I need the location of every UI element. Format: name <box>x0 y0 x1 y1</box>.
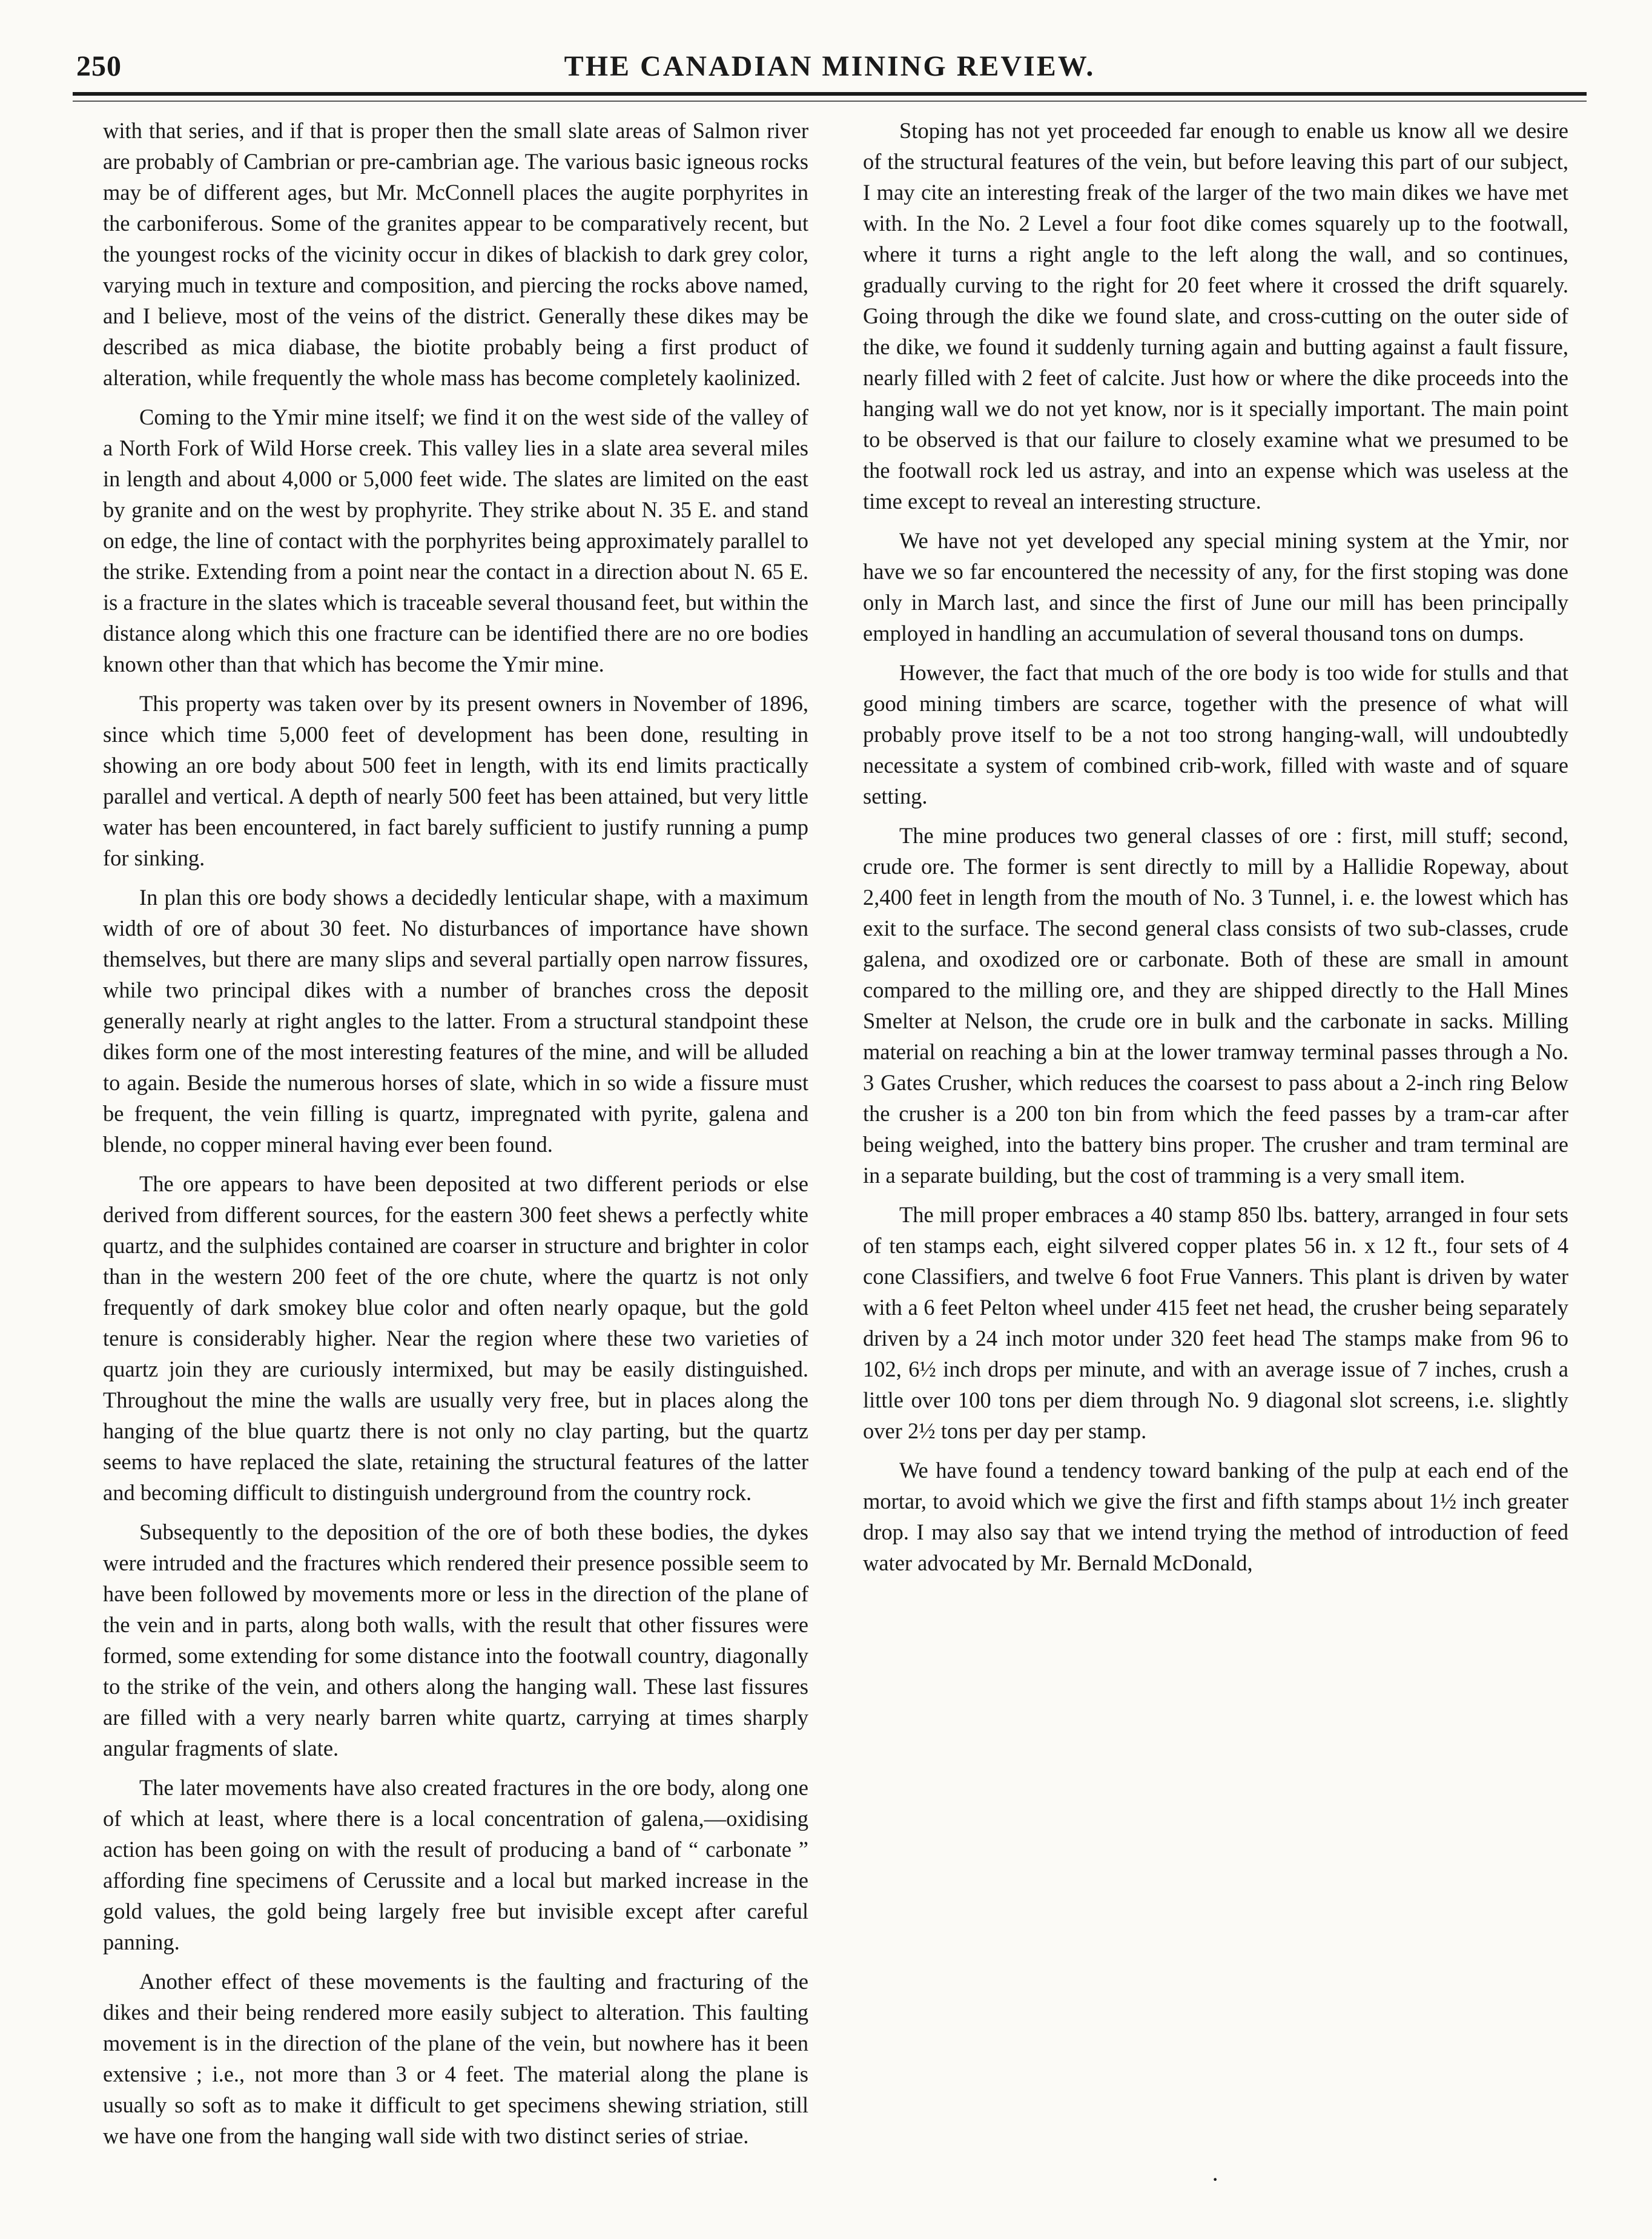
header-rule-thin <box>73 101 1587 102</box>
paragraph: We have not yet developed any special mining system at the Ymir, nor have we so far encountered the necessity of any, for the first stoping was done only in March last, and since the first of June our mill has been principally employed in handling an accumulation of several thousand tons on dumps. <box>863 528 1568 646</box>
paragraph: with that series, and if that is proper then the small slate areas of Salmon river are probably of Cambrian or pre-cambrian age. The various basic igneous rocks may be of different ages, but Mr. McConnell places the augite porphyrites in the carboniferous. Some of the granites appear to be comparatively recent, but the youngest rocks of the vicinity occur in dikes of blackish to dark grey color, varying much in texture and composition, and piercing the rocks above named, and I believe, most of the veins of the district. Generally these dikes may be described as mica diabase, the biotite probably being a first product of alteration, while frequently the whole mass has become completely kaolinized. <box>103 118 808 390</box>
paragraph: This property was taken over by its present owners in November of 1896, since which time 5,000 feet of development has been done, resulting in showing an ore body about 500 feet in length, with its end limits practically parallel and vertical. A depth of nearly 500 feet has been attained, but very little water has been encountered, in fact barely sufficient to justify running a pump for sinking. <box>103 691 808 870</box>
paragraph: However, the fact that much of the ore body is too wide for stulls and that good mining timbers are scarce, together with the presence of what will probably prove itself to be a not too strong hanging-wall, will undoubtedly necessitate a system of combined crib-work, filled with waste and of square setting. <box>863 660 1568 809</box>
paragraph: Subsequently to the deposition of the ore of both these bodies, the dykes were intruded and the fractures which rendered their presence possible seem to have been followed by movements more or less in the direction of the plane of the vein and in parts, along both walls, with the result that other fissures were formed, some extending for some distance into the footwall country, diagonally to the strike of the vein, and others along the hanging wall. These last fissures are filled with a very nearly barren white quartz, carrying at times sharply angular fragments of slate. <box>103 1520 808 1761</box>
paragraph: In plan this ore body shows a decidedly lenticular shape, with a maximum width of ore of about 30 feet. No disturbances of importance have shown themselves, but there are many slips and several partially open narrow fissures, while two principal dikes with a number of branches cross the deposit generally nearly at right angles to the latter. From a structural standpoint these dikes form one of the most interesting features of the mine, and will be alluded to again. Beside the numerous horses of slate, which in so wide a fissure must be frequent, the vein filling is quartz, impregnated with pyrite, galena and blende, no copper mineral having ever been found. <box>103 885 808 1157</box>
paragraph: The mill proper embraces a 40 stamp 850 lbs. battery, arranged in four sets of ten stamps each, eight silvered copper plates 56 in. x 12 ft., four sets of 4 cone Classifiers, and twelve 6 foot Frue Vanners. This plant is driven by water with a 6 feet Pelton wheel under 415 feet net head, the crusher being separately driven by a 24 inch motor under 320 feet head The stamps make from 96 to 102, 6½ inch drops per minute, and with an average issue of 7 inches, crush a little over 100 tons per diem through No. 9 diagonal slot screens, i.e. slightly over 2½ tons per day per stamp. <box>863 1202 1568 1443</box>
paragraph: Coming to the Ymir mine itself; we find it on the west side of the valley of a North Fork of Wild Horse creek. This valley lies in a slate area several miles in length and about 4,000 or 5,000 feet wide. The slates are limited on the east by granite and on the west by prophyrite. They strike about N. 35 E. and stand on edge, the line of contact with the porphyrites being approximately parallel to the strike. Extending from a point near the contact in a direction about N. 65 E. is a fracture in the slates which is traceable several thousand feet, but within the distance along which this one fracture can be identified there are no ore bodies known other than that which has become the Ymir mine. <box>103 405 808 676</box>
paragraph: We have found a tendency toward banking of the pulp at each end of the mortar, to avoid which we give the first and fifth stamps about 1½ inch greater drop. I may also say that we intend trying the method of introduction of feed water advocated by Mr. Bernald McDonald, <box>863 1458 1568 1575</box>
paragraph: The mine produces two general classes of ore : first, mill stuff; second, crude ore. The former is sent directly to mill by a Hallidie Ropeway, about 2,400 feet in length from the mouth of No. 3 Tunnel, i. e. the lowest which has exit to the surface. The second general class consists of two sub-classes, crude galena, and oxodized ore or carbonate. Both of these are small in amount compared to the milling ore, and they are shipped directly to the Hall Mines Smelter at Nelson, the crude ore in bulk and the carbonate in sacks. Milling material on reaching a bin at the lower tramway terminal passes through a No. 3 Gates Crusher, which reduces the coarsest to pass about a 2-inch ring Below the crusher is a 200 ton bin from which the feed passes by a tram-car after being weighed, into the battery bins proper. The crusher and tram terminal are in a separate building, but the cost of tramming is a very small item. <box>863 823 1568 1188</box>
paragraph: The ore appears to have been deposited at two different periods or else derived from different sources, for the eastern 300 feet shews a perfectly white quartz, and the sulphides contained are coarser in structure and brighter in color than in the western 200 feet of the ore chute, where the quartz is not only frequently of dark smokey blue color and often nearly opaque, but the gold tenure is considerably higher. Near the region where these two varieties of quartz join they are curiously intermixed, but may be easily distinguished. Throughout the mine the walls are usually very free, but in places along the hanging of the blue quartz there is not only no clay parting, but the quartz seems to have replaced the slate, retaining the structural features of the latter and becoming difficult to distinguish underground from the country rock. <box>103 1171 808 1505</box>
paragraph: Another effect of these movements is the faulting and fracturing of the dikes and their being rendered more easily subject to alteration. This faulting movement is in the direction of the plane of the vein, but nowhere has it been extensive ; i.e., not more than 3 or 4 feet. The material along the plane is usually so soft as to make it difficult to get specimens shewing striation, still we have one from the hanging wall side with two distinct series of striae. <box>103 1969 808 2148</box>
print-speck: · <box>1211 2166 1220 2193</box>
article-body <box>103 115 1568 2162</box>
page-number: 250 <box>76 50 122 82</box>
header-rule <box>73 92 1587 96</box>
paragraph: Stoping has not yet proceeded far enough to enable us know all we desire of the structural features of the vein, but before leaving this part of our subject, I may cite an interesting freak of the larger of the two main dikes we have met with. In the No. 2 Level a four foot dike comes squarely up to the footwall, where it turns a right angle to the left along the wall, and so continues, gradually curving to the right for 20 feet where it crossed the drift squarely. Going through the dike we found slate, and cross-cutting on the outer side of the dike, we found it suddenly turning again and butting against a fault fissure, nearly filled with 2 feet of calcite. Just how or where the dike proceeds into the hanging wall we do not yet know, nor is it specially important. The main point to be observed is that our failure to closely examine what we presumed to be the footwall rock led us astray, and into an expense which was useless at the time except to reveal an interesting structure. <box>863 118 1568 514</box>
paragraph: The later movements have also created fractures in the ore body, along one of which at least, where there is a local concentration of galena,—oxidising action has been going on with the result of producing a band of “ carbonate ” affording fine specimens of Cerussite and a local but marked increase in the gold values, the gold being largely free but invisible except after careful panning. <box>103 1775 808 1954</box>
running-head: THE CANADIAN MINING REVIEW. <box>564 50 1095 82</box>
